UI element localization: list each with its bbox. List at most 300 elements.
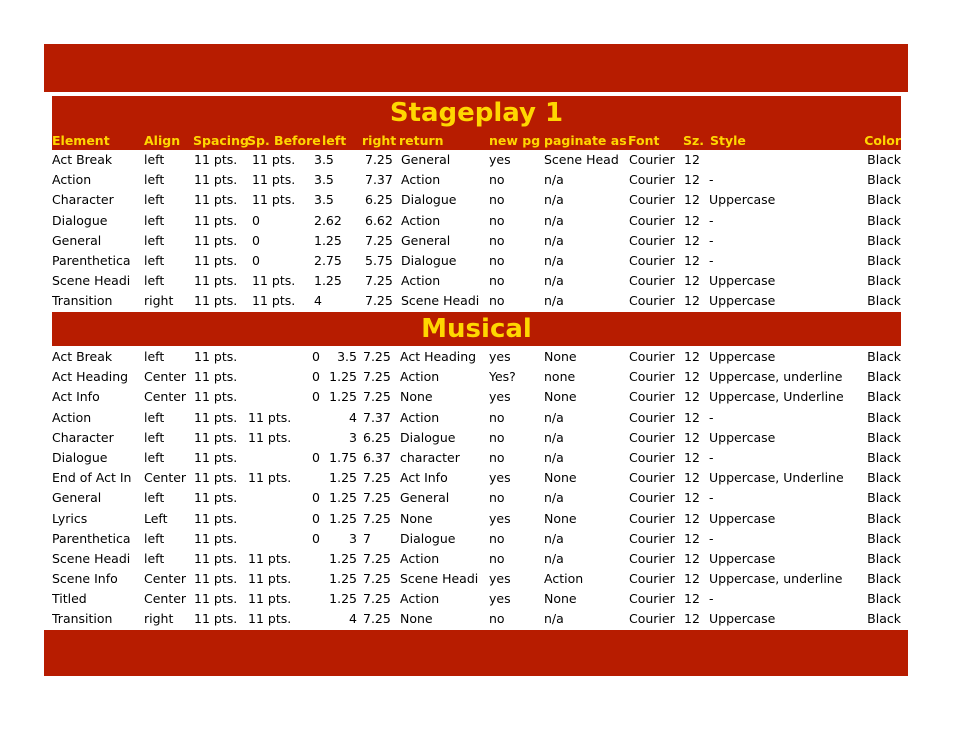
table-cell: n/a [544,212,564,228]
table-cell: Courier [629,591,675,607]
table-cell: Dialogue [401,192,457,208]
table-cell: Parenthetica [52,252,131,268]
table-cell: 6.62 [365,212,393,228]
table-cell: 7.25 [363,550,391,566]
table-cell: Action [400,409,440,425]
table-cell: yes [489,389,511,405]
table-row [52,529,901,549]
table-cell: 11 pts. [194,490,238,506]
table-cell: left [144,232,165,248]
table-cell: 6.25 [363,429,391,445]
table-cell: Center [144,571,187,587]
table-cell: 7.25 [365,232,393,248]
table-cell: 12 [684,172,700,188]
table-cell: left [144,409,165,425]
table-cell: 1.25 [329,550,357,566]
table-cell: none [544,369,576,385]
table-cell: Dialogue [52,212,108,228]
table-cell: Uppercase, underline [709,571,843,587]
table-cell: 7.25 [363,369,391,385]
stageplay-title: Stageplay 1 [389,98,564,128]
table-cell: Courier [629,369,675,385]
table-cell: Courier [629,232,675,248]
table-cell: n/a [544,449,564,465]
table-cell: 4 [349,611,357,627]
table-cell: 11 pts. [248,611,292,627]
table-cell: None [400,389,433,405]
table-row [52,569,901,589]
table-cell: 3.5 [337,349,357,364]
table-cell: n/a [544,273,564,289]
table-cell: 11 pts. [194,212,238,228]
table-cell: 11 pts. [194,571,238,587]
table-cell: Character [52,192,114,208]
table-cell: Courier [629,152,675,167]
table-cell: Uppercase [709,429,776,445]
table-cell: Black [867,252,901,268]
table-row [52,211,901,231]
table-cell: 11 pts. [194,470,238,486]
table-cell: n/a [544,293,564,309]
table-cell: Yes? [489,369,516,385]
table-cell: 3 [349,530,357,546]
table-cell: 11 pts. [194,409,238,425]
table-cell: 1.25 [329,369,357,385]
table-cell: None [544,389,577,405]
table-cell: Dialogue [400,530,456,546]
table-row [52,387,901,407]
table-cell: Uppercase [709,510,776,526]
column-header: Color [864,133,901,148]
table-cell: Scene Headi [401,293,480,309]
table-cell: 12 [684,349,700,364]
table-cell: left [144,212,165,228]
table-cell: Courier [629,429,675,445]
table-cell: n/a [544,232,564,248]
table-cell: - [709,490,714,506]
table-cell: 11 pts. [194,349,238,364]
table-cell: 7.25 [363,389,391,405]
table-cell: 0 [312,349,320,364]
table-cell: 3.5 [314,192,334,208]
stageplay-rows [52,150,901,312]
table-row [52,347,901,367]
table-cell: 7.25 [365,152,393,167]
table-cell: Black [867,470,901,486]
table-cell: no [489,172,505,188]
table-cell: 7.25 [363,571,391,587]
table-cell: 11 pts. [194,293,238,309]
table-cell: Uppercase, underline [709,369,843,385]
table-cell: yes [489,591,511,607]
table-cell: Courier [629,449,675,465]
table-cell: 7.25 [363,611,391,627]
table-row [52,428,901,448]
table-cell: Courier [629,172,675,188]
table-cell: 11 pts. [194,591,238,607]
table-cell: 12 [684,611,700,627]
table-cell: 7.25 [365,293,393,309]
table-cell: 0 [312,449,320,465]
table-cell: character [400,449,460,465]
table-cell: 12 [684,212,700,228]
table-cell: Titled [52,591,87,607]
table-cell: no [489,252,505,268]
table-cell: 5.75 [365,252,393,268]
table-cell: - [709,172,714,188]
table-cell: left [144,252,165,268]
table-cell: - [709,530,714,546]
table-cell: Uppercase [709,550,776,566]
table-cell: yes [489,470,511,486]
table-cell: Black [867,192,901,208]
table-cell: no [489,293,505,309]
table-cell: - [709,449,714,465]
table-cell: Uppercase [709,349,776,364]
table-cell: 1.25 [329,571,357,587]
column-header: Spacing [193,133,249,148]
table-cell: Uppercase [709,192,776,208]
column-header: Align [144,133,181,148]
table-cell: 3.5 [314,172,334,188]
table-cell: Center [144,389,187,405]
table-cell: Courier [629,571,675,587]
table-cell: Uppercase, Underline [709,470,844,486]
table-cell: left [144,172,165,188]
table-cell: left [144,192,165,208]
table-cell: 12 [684,369,700,385]
table-cell: Action [401,172,441,188]
table-cell: 1.25 [329,591,357,607]
table-cell: right [144,611,174,627]
table-cell: Scene Head [544,152,619,167]
table-row [52,448,901,468]
table-cell: n/a [544,172,564,188]
table-cell: General [401,232,451,248]
table-cell: 0 [312,510,320,526]
table-cell: yes [489,349,511,364]
table-cell: - [709,252,714,268]
stageplay-section-title-bar [52,96,901,130]
table-cell: Courier [629,212,675,228]
table-cell: Action [400,591,440,607]
table-cell: no [489,490,505,506]
column-header-row [52,130,901,150]
table-cell: 3 [349,429,357,445]
table-cell: Act Heading [400,349,477,364]
table-cell: Black [867,152,901,167]
table-cell: 12 [684,252,700,268]
table-cell: 7.37 [365,172,393,188]
table-cell: Courier [629,510,675,526]
table-cell: Black [867,550,901,566]
table-cell: 11 pts. [194,530,238,546]
table-cell: None [544,510,577,526]
table-cell: n/a [544,490,564,506]
table-cell: 12 [684,409,700,425]
table-row [52,549,901,569]
table-cell: 11 pts. [248,591,292,607]
table-cell: Black [867,369,901,385]
table-cell: 12 [684,449,700,465]
table-cell: 12 [684,571,700,587]
table-cell: 12 [684,490,700,506]
table-cell: Action [52,409,92,425]
table-cell: 1.75 [329,449,357,465]
table-cell: 11 pts. [248,429,292,445]
table-cell: Act Break [52,152,113,167]
table-cell: Uppercase, Underline [709,389,844,405]
table-cell: 7.25 [363,591,391,607]
column-header: Sz. [683,133,705,148]
table-cell: Courier [629,273,675,289]
table-row [52,509,901,529]
table-row [52,190,901,210]
column-header: paginate as [544,133,627,148]
table-cell: 0 [312,389,320,405]
table-cell: General [401,152,451,167]
table-cell: 3.5 [314,152,334,167]
table-cell: Black [867,212,901,228]
table-cell: 11 pts. [248,571,292,587]
table-cell: 1.25 [314,232,342,248]
table-cell: left [144,550,165,566]
table-cell: yes [489,152,511,167]
table-cell: 7.25 [363,510,391,526]
table-cell: Black [867,429,901,445]
table-cell: - [709,232,714,248]
column-header: Element [52,133,110,148]
table-cell: Center [144,591,187,607]
table-cell: Black [867,490,901,506]
table-cell: no [489,273,505,289]
table-cell: None [400,611,433,627]
table-cell: Courier [629,293,675,309]
table-cell: left [144,449,165,465]
table-cell: 4 [349,409,357,425]
column-header: new pg [489,133,541,148]
table-cell: Courier [629,192,675,208]
table-row [52,408,901,428]
musical-rows [52,347,901,630]
table-cell: no [489,409,505,425]
table-cell: 1.25 [314,273,342,289]
table-cell: Action [400,369,440,385]
table-cell: 7.37 [363,409,391,425]
table-cell: Courier [629,550,675,566]
table-cell: Dialogue [52,449,108,465]
table-cell: Scene Info [52,571,118,587]
table-cell: right [144,293,174,309]
table-cell: None [544,470,577,486]
table-cell: 2.75 [314,252,342,268]
table-cell: 11 pts. [194,510,238,526]
table-cell: 11 pts. [194,449,238,465]
table-cell: 11 pts. [194,232,238,248]
table-cell: 11 pts. [194,369,238,385]
table-cell: 0 [312,490,320,506]
table-cell: 7.25 [363,470,391,486]
table-cell: Character [52,429,114,445]
column-header: Style [710,133,746,148]
table-cell: no [489,550,505,566]
table-cell: Action [401,212,441,228]
table-cell: Lyrics [52,510,88,526]
table-cell: 11 pts. [194,550,238,566]
table-cell: Scene Headi [52,273,131,289]
table-cell: 11 pts. [252,293,296,309]
table-cell: n/a [544,409,564,425]
table-cell: n/a [544,192,564,208]
table-cell: Black [867,232,901,248]
table-cell: 1.25 [329,470,357,486]
table-cell: Black [867,349,901,364]
table-cell: Uppercase [709,273,776,289]
table-cell: 11 pts. [194,192,238,208]
table-cell: 11 pts. [194,429,238,445]
table-row [52,367,901,387]
table-cell: left [144,273,165,289]
table-cell: 12 [684,293,700,309]
table-cell: 4 [314,293,322,309]
table-cell: Center [144,369,187,385]
table-cell: 0 [252,252,260,268]
table-cell: 7.25 [363,490,391,506]
table-cell: Act Info [52,389,100,405]
column-header: Font [628,133,660,148]
table-cell: Act Info [400,470,448,486]
table-cell: Action [401,273,441,289]
table-row [52,170,901,190]
table-cell: n/a [544,611,564,627]
table-cell: Transition [52,293,113,309]
table-cell: Courier [629,252,675,268]
table-cell: Black [867,409,901,425]
table-row [52,231,901,251]
table-row [52,271,901,291]
table-cell: Center [144,470,187,486]
table-cell: no [489,449,505,465]
table-cell: 12 [684,429,700,445]
column-header: right [362,133,397,148]
table-cell: no [489,530,505,546]
column-header: return [399,133,444,148]
table-cell: Parenthetica [52,530,131,546]
musical-section-title-bar [52,312,901,346]
table-cell: 7.25 [363,349,391,364]
table-cell: no [489,429,505,445]
table-row [52,609,901,629]
table-cell: 11 pts. [252,152,296,167]
table-cell: None [400,510,433,526]
table-cell: 12 [684,510,700,526]
table-cell: n/a [544,252,564,268]
table-cell: Black [867,172,901,188]
table-cell: Action [400,550,440,566]
table-cell: - [709,409,714,425]
table-cell: n/a [544,550,564,566]
table-cell: - [709,212,714,228]
table-cell: yes [489,571,511,587]
table-cell: 0 [312,530,320,546]
table-cell: no [489,232,505,248]
table-cell: 12 [684,470,700,486]
table-cell: Black [867,273,901,289]
table-cell: Courier [629,611,675,627]
table-cell: Courier [629,490,675,506]
table-row [52,488,901,508]
table-cell: General [400,490,450,506]
table-cell: 12 [684,273,700,289]
table-cell: Act Break [52,349,113,364]
table-cell: 11 pts. [252,192,296,208]
table-cell: no [489,192,505,208]
table-cell: Black [867,571,901,587]
table-cell: Dialogue [401,252,457,268]
table-cell: 1.25 [329,389,357,405]
table-cell: 11 pts. [252,172,296,188]
table-cell: Uppercase [709,293,776,309]
table-cell: n/a [544,429,564,445]
table-cell: Action [52,172,92,188]
table-cell: 7.25 [365,273,393,289]
table-cell: General [52,490,102,506]
top-banner [44,44,908,92]
table-cell: 7 [363,530,371,546]
table-cell: left [144,349,165,364]
table-row [52,468,901,488]
table-cell: 12 [684,192,700,208]
table-cell: Left [144,510,168,526]
table-cell: 11 pts. [194,152,238,167]
table-cell: 12 [684,591,700,607]
table-cell: 11 pts. [248,409,292,425]
bottom-banner [44,630,908,676]
table-cell: Black [867,510,901,526]
table-row [52,150,901,170]
table-cell: Courier [629,389,675,405]
table-row [52,251,901,271]
table-cell: None [544,349,577,364]
column-header: Sp. Before [247,133,321,148]
table-cell: 0 [312,369,320,385]
table-cell: 11 pts. [248,550,292,566]
table-cell: no [489,611,505,627]
table-cell: Black [867,591,901,607]
table-cell: 11 pts. [194,273,238,289]
table-cell: Act Heading [52,369,129,385]
table-cell: left [144,429,165,445]
table-cell: Black [867,293,901,309]
table-cell: Black [867,449,901,465]
table-row [52,589,901,609]
table-cell: 0 [252,212,260,228]
table-cell: None [544,591,577,607]
table-cell: 12 [684,530,700,546]
table-cell: 11 pts. [194,389,238,405]
table-cell: 12 [684,550,700,566]
column-header: left [322,133,347,148]
musical-title: Musical [421,314,532,344]
table-cell: 1.25 [329,490,357,506]
table-cell: Courier [629,470,675,486]
table-cell: left [144,530,165,546]
table-cell: Black [867,389,901,405]
table-cell: Scene Headi [52,550,131,566]
table-cell: Black [867,611,901,627]
table-cell: Courier [629,530,675,546]
table-row [52,291,901,311]
